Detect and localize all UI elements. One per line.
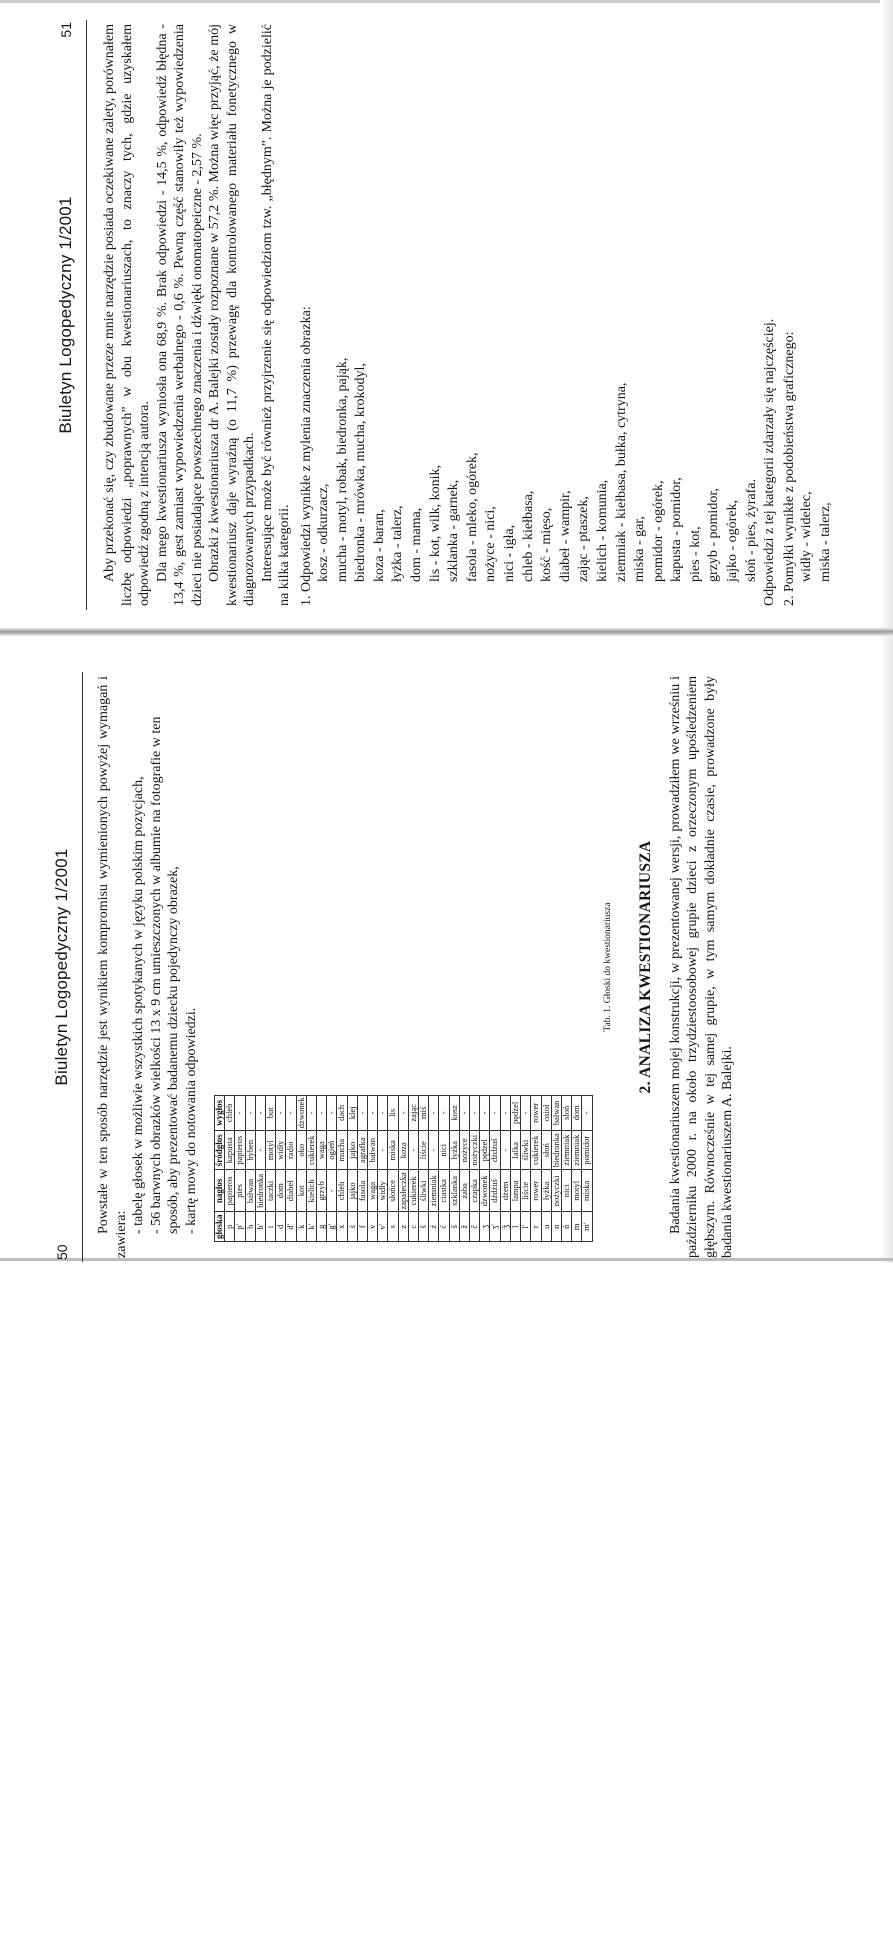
table-cell: miś bbox=[419, 1095, 429, 1131]
table-cell: lis bbox=[388, 1095, 398, 1131]
left-page-number: 50 bbox=[54, 1244, 70, 1260]
table-cell: motyl bbox=[572, 1170, 582, 1212]
list2-heading: 2. Pomyłki wynikłe z podobieństwa graficznego: bbox=[781, 331, 797, 606]
table-cell: kapusta bbox=[225, 1131, 235, 1170]
section-paragraph: Badania kwestionariuszem mojej konstrukcji, w prezentowanej wersji, prowadziłem we wrześniu i październiku 2000 r. na około trzydziestoosobowej grupie dzieci z orzeczonym upośledzeniem głębszym. Równocześnie w tej samej grupie, w tym samym dokładnie czasie, prowadzone były badania kwestionariuszem A. Balejki. bbox=[667, 676, 736, 1258]
list-item: kosz - odkurzacz, bbox=[316, 483, 331, 582]
list-item: ziemniak - kiełbasa, bułka, cytryna, bbox=[613, 382, 629, 582]
table-cell: papieros bbox=[235, 1131, 245, 1170]
table-cell: papieros bbox=[225, 1170, 235, 1212]
col-header-wyglos: wygłos bbox=[215, 1095, 225, 1131]
table-cell: dzwonek bbox=[296, 1095, 306, 1131]
table-cell: cukierek bbox=[531, 1131, 541, 1170]
table-cell: - bbox=[235, 1095, 245, 1131]
table-cell: u bbox=[541, 1212, 551, 1242]
table-cell: mucha bbox=[337, 1131, 347, 1170]
table-cell: m' bbox=[582, 1212, 592, 1242]
table-cell: zając bbox=[408, 1095, 418, 1131]
table-cell: radio bbox=[286, 1131, 296, 1170]
table-cell: - bbox=[327, 1095, 337, 1131]
list-item: diabeł - wampir, bbox=[557, 490, 573, 582]
table-cell: m bbox=[572, 1212, 582, 1242]
table-cell: g bbox=[317, 1212, 327, 1242]
paragraph: Aby przekonać się, czy zbudowane przeze mnie narzędzie posiada oczekiwane zalety, porównałem liczbę odpowiedzi „poprawnych” w obu kwestionariuszach, to znaczy tych, gdzie uzyskałem odpowiedź zgodną z intencją autora. bbox=[102, 24, 152, 606]
table-cell: - bbox=[368, 1095, 378, 1131]
table-cell: - bbox=[255, 1131, 265, 1170]
table-cell: č bbox=[470, 1212, 480, 1242]
table-cell: dżdżuś bbox=[490, 1170, 500, 1212]
table-cell: waga bbox=[368, 1170, 378, 1212]
list-item: fasola - mleko, ogórek, bbox=[464, 452, 480, 582]
list-item: miska - talerz, bbox=[817, 502, 833, 582]
table-cell: słoń bbox=[561, 1095, 571, 1131]
table-cell: d bbox=[276, 1212, 286, 1242]
table-cell: taczki bbox=[266, 1170, 276, 1212]
table-cell: cukierek bbox=[306, 1131, 316, 1170]
table-cell: ʒ' bbox=[490, 1212, 500, 1242]
table-cell: klej bbox=[347, 1095, 357, 1131]
table-cell: ž bbox=[459, 1212, 469, 1242]
table-cell: nożyce bbox=[459, 1131, 469, 1170]
table-cell: chleb bbox=[337, 1170, 347, 1212]
list-item: grzyb - pomidor, bbox=[706, 488, 722, 582]
paragraph: Dla mego kwestionariusza wyniosła ona 68,9 %. Brak odpowiedzi - 14,5 %, odpowiedź błędna - 13,4 %, gest zamiast wypowiedzenia werbalnego - 0,6 %. Pewną część stanowiły też wypowiedzenia dzieci nie posiadające powszechnego znaczenia i dźwięki onomatopeiczne - 2,57 %. bbox=[154, 24, 205, 606]
table-cell: dom bbox=[572, 1095, 582, 1131]
table-cell: jajko bbox=[347, 1170, 357, 1212]
list-item: zając - ptaszek, bbox=[576, 496, 592, 582]
table-cell: ciastka bbox=[439, 1170, 449, 1212]
table-cell: dach bbox=[337, 1095, 347, 1131]
list-item: - kartę mowy do notowania odpowiedzi. bbox=[183, 1007, 199, 1234]
table-cell: śliwki bbox=[521, 1131, 531, 1170]
table-cell: ń bbox=[561, 1212, 571, 1242]
table-cell: miska bbox=[388, 1131, 398, 1170]
table-cell: zapałeczka bbox=[398, 1170, 408, 1212]
table-cell: - bbox=[357, 1095, 367, 1131]
table-cell: - bbox=[582, 1095, 592, 1131]
scan-top-edge bbox=[0, 0, 893, 3]
table-cell: š bbox=[449, 1212, 459, 1242]
table-cell: diabeł bbox=[286, 1170, 296, 1212]
list-item: pomidor - ogórek, bbox=[650, 480, 666, 582]
table-cell: - bbox=[255, 1095, 265, 1131]
table-cell: nożyczki bbox=[551, 1170, 561, 1212]
table-cell: b' bbox=[255, 1212, 265, 1242]
list-item: biedronka - mrówka, mucha, krokodyl, bbox=[353, 363, 369, 582]
table-cell: ć bbox=[439, 1212, 449, 1242]
table-cell: - bbox=[317, 1095, 327, 1131]
table-cell: - bbox=[327, 1170, 337, 1212]
table-cell: - bbox=[480, 1095, 490, 1131]
table-cell: t bbox=[266, 1212, 276, 1242]
list-item: kielich - komunia, bbox=[594, 479, 610, 582]
list-item: dom - mama, bbox=[408, 507, 424, 582]
table-cell: żaba bbox=[459, 1170, 469, 1212]
table-cell: b bbox=[245, 1212, 255, 1242]
table-cell: k bbox=[296, 1212, 306, 1242]
table-cell: g' bbox=[327, 1212, 337, 1242]
table-cell: r bbox=[531, 1212, 541, 1242]
table-cell: bałwan bbox=[368, 1131, 378, 1170]
table-cell: - bbox=[439, 1095, 449, 1131]
table-cell: n bbox=[551, 1212, 561, 1242]
table-cell: motyl bbox=[266, 1131, 276, 1170]
right-page-header bbox=[52, 20, 87, 610]
table-caption: Tab. 1. Głoski do kwestionariusza bbox=[602, 902, 613, 1032]
table-cell: - bbox=[276, 1095, 286, 1131]
table-cell: - bbox=[378, 1095, 388, 1131]
col-header-srodglos: śródgłos bbox=[215, 1131, 225, 1170]
table-cell: v bbox=[368, 1212, 378, 1242]
table-cell: dzwonek bbox=[480, 1170, 490, 1212]
list-item: pies - kot, bbox=[687, 526, 703, 582]
confusion-list bbox=[315, 24, 761, 606]
table-cell: lampa bbox=[510, 1170, 520, 1212]
table-cell: p' bbox=[235, 1212, 245, 1242]
table-cell: biedronka bbox=[255, 1170, 265, 1212]
table-cell: but bbox=[266, 1095, 276, 1131]
table-cell: łyżka bbox=[449, 1131, 459, 1170]
paragraph: Obrazki z kwestionariusza dr A. Balejki zostały rozpoznane w 57,2 %. Można więc przyjąć, że mój kwestionariusz daje wyraźną (o 11,7 %) przewagę dla kontrolowanego materiału fonetycznego w diagnozowanych przypadkach. bbox=[207, 24, 257, 606]
list1-summary: Odpowiedzi z tej kategorii zdarzały się najczęściej. bbox=[762, 318, 778, 606]
list-item: koza - baran, bbox=[371, 509, 387, 582]
table-cell: - bbox=[490, 1095, 500, 1131]
table-cell: - bbox=[245, 1095, 255, 1131]
right-page-body bbox=[87, 20, 835, 610]
table-cell: - bbox=[398, 1095, 408, 1131]
col-header-gloska: głoska bbox=[215, 1212, 225, 1242]
list-item: - 56 barwnych obrazków wielkości 13 x 9 cm umieszczonych w albumie na fotografie w ten sposób, aby prezentować badanemu dziecku pojedynczy obrazek, bbox=[148, 716, 181, 1234]
list-item: słoń - pies, żyrafa. bbox=[743, 478, 759, 582]
table-cell: grzyb bbox=[317, 1170, 327, 1212]
table-cell: bałwan bbox=[551, 1095, 561, 1131]
table-cell: widły bbox=[378, 1170, 388, 1212]
table-cell: - bbox=[500, 1131, 510, 1170]
table-cell: waga bbox=[317, 1131, 327, 1170]
table-cell: kosz bbox=[449, 1095, 459, 1131]
table-cell: - bbox=[429, 1095, 439, 1131]
table-cell: p bbox=[225, 1212, 235, 1242]
list-item: nożyce - nici, bbox=[483, 506, 499, 582]
table-cell: - bbox=[429, 1131, 439, 1170]
table-cell: z bbox=[398, 1212, 408, 1242]
list-item: jajko - ogórek, bbox=[725, 499, 741, 582]
table-cell: słońce bbox=[388, 1170, 398, 1212]
table-cell: agrafka bbox=[357, 1131, 367, 1170]
graphic-similarity-list bbox=[798, 24, 835, 606]
table-cell: k' bbox=[306, 1212, 316, 1242]
table-cell: - bbox=[459, 1095, 469, 1131]
table-cell: c bbox=[408, 1212, 418, 1242]
list-item: szklanka - garnek, bbox=[446, 479, 462, 582]
table-cell: jajko bbox=[347, 1131, 357, 1170]
table-cell: ziemniak bbox=[561, 1131, 571, 1170]
table-cell: ziemniak bbox=[429, 1170, 439, 1212]
table-cell: słoń bbox=[541, 1131, 551, 1170]
table-cell: pędzel bbox=[480, 1131, 490, 1170]
table-cell: fasola bbox=[357, 1170, 367, 1212]
table-cell: - bbox=[378, 1131, 388, 1170]
table-cell: pędzel bbox=[510, 1095, 520, 1131]
list-item: mucha - motyl, robak, biedronka, pająk, bbox=[334, 357, 350, 582]
list-item: widły - widelec, bbox=[799, 491, 815, 582]
table-cell: - bbox=[470, 1095, 480, 1131]
table-cell: lalka bbox=[510, 1131, 520, 1170]
table-cell: rower bbox=[531, 1170, 541, 1212]
list-item: miska - gar, bbox=[632, 516, 648, 582]
table-cell: d' bbox=[286, 1212, 296, 1242]
table-cell: nici bbox=[439, 1131, 449, 1170]
table-cell: ziemniak bbox=[572, 1131, 582, 1170]
list-item: lis - kot, wilk, konik, bbox=[427, 464, 443, 582]
table-cell: śliwki bbox=[419, 1170, 429, 1212]
table-cell: nici bbox=[561, 1170, 571, 1212]
table-cell: kot bbox=[296, 1170, 306, 1212]
table-cell: liście bbox=[419, 1131, 429, 1170]
col-header-naglos: nagłos bbox=[215, 1170, 225, 1212]
intro-paragraph: Powstałe w ten sposób narzędzie jest wynikiem kompromisu wymienionych powyżej wymagań i zawiera: bbox=[96, 676, 129, 1258]
table-cell: ś bbox=[347, 1212, 357, 1242]
table-cell: š bbox=[419, 1212, 429, 1242]
table-cell: ʒ bbox=[480, 1212, 490, 1242]
list-item: chleb - kiełbasa, bbox=[520, 490, 536, 582]
table-cell: oko bbox=[296, 1131, 306, 1170]
table-cell: bałwan bbox=[245, 1170, 255, 1212]
left-header-title: Biuletyn Logopedyczny 1/2001 bbox=[52, 848, 71, 1086]
table-cell: szklanka bbox=[449, 1170, 459, 1212]
table-cell: łyżka bbox=[541, 1170, 551, 1212]
table-cell: byben bbox=[245, 1131, 255, 1170]
table-cell: widły bbox=[276, 1131, 286, 1170]
table-cell: ogień bbox=[327, 1131, 337, 1170]
table-cell: v' bbox=[378, 1212, 388, 1242]
table-cell: czapka bbox=[470, 1170, 480, 1212]
table-cell: chleb bbox=[225, 1095, 235, 1131]
table-cell: dżem bbox=[500, 1170, 510, 1212]
list1-heading: 1. Odpowiedzi wynikłe z mylenia znaczenia obrazka: bbox=[298, 306, 314, 606]
table-cell: - bbox=[306, 1095, 316, 1131]
list-item: - tabelę głosek w możliwie wszystkich spotykanych w języku polskim pozycjach, bbox=[131, 776, 146, 1234]
table-cell: biedronka bbox=[551, 1131, 561, 1170]
table-cell: pies bbox=[235, 1170, 245, 1212]
table-cell: - bbox=[408, 1131, 418, 1170]
table-cell: dom bbox=[276, 1170, 286, 1212]
table-cell: dżdżuś bbox=[490, 1131, 500, 1170]
table-cell: kielich bbox=[306, 1170, 316, 1212]
list-item: łyżka - talerz, bbox=[390, 505, 406, 582]
list-item: kapusta - pomidor, bbox=[669, 477, 685, 582]
table-cell: x bbox=[337, 1212, 347, 1242]
table-cell: cukierek bbox=[408, 1170, 418, 1212]
table-cell: pomidor bbox=[582, 1131, 592, 1170]
table-cell: miska bbox=[582, 1170, 592, 1212]
list-item: kość - mięso, bbox=[539, 507, 555, 582]
table-cell: rower bbox=[531, 1095, 541, 1131]
table-cell: - bbox=[286, 1095, 296, 1131]
table-cell: - bbox=[521, 1095, 531, 1131]
right-page-number: 51 bbox=[58, 22, 74, 38]
list-item: nici - igła, bbox=[501, 524, 517, 582]
section-heading: 2. ANALIZA KWESTIONARIUSZA bbox=[636, 840, 654, 1094]
right-header-title: Biuletyn Logopedyczny 1/2001 bbox=[56, 196, 75, 434]
table-cell: osioł bbox=[541, 1095, 551, 1131]
table-cell: f bbox=[357, 1212, 367, 1242]
table-cell: liście bbox=[521, 1170, 531, 1212]
table-cell: s bbox=[388, 1212, 398, 1242]
table-cell: l bbox=[510, 1212, 520, 1242]
table-cell: l' bbox=[521, 1212, 531, 1242]
paragraph: Interesujące może być również przyjrzenie się odpowiedziom tzw. „błędnym”. Można je podzielić na kilka kategorii. bbox=[259, 24, 292, 606]
table-cell: nożyczki bbox=[470, 1131, 480, 1170]
table-cell: ź bbox=[429, 1212, 439, 1242]
table-cell: koza bbox=[398, 1131, 408, 1170]
table-cell: ǯ bbox=[500, 1212, 510, 1242]
right-page bbox=[52, 20, 835, 610]
table-cell: - bbox=[500, 1095, 510, 1131]
